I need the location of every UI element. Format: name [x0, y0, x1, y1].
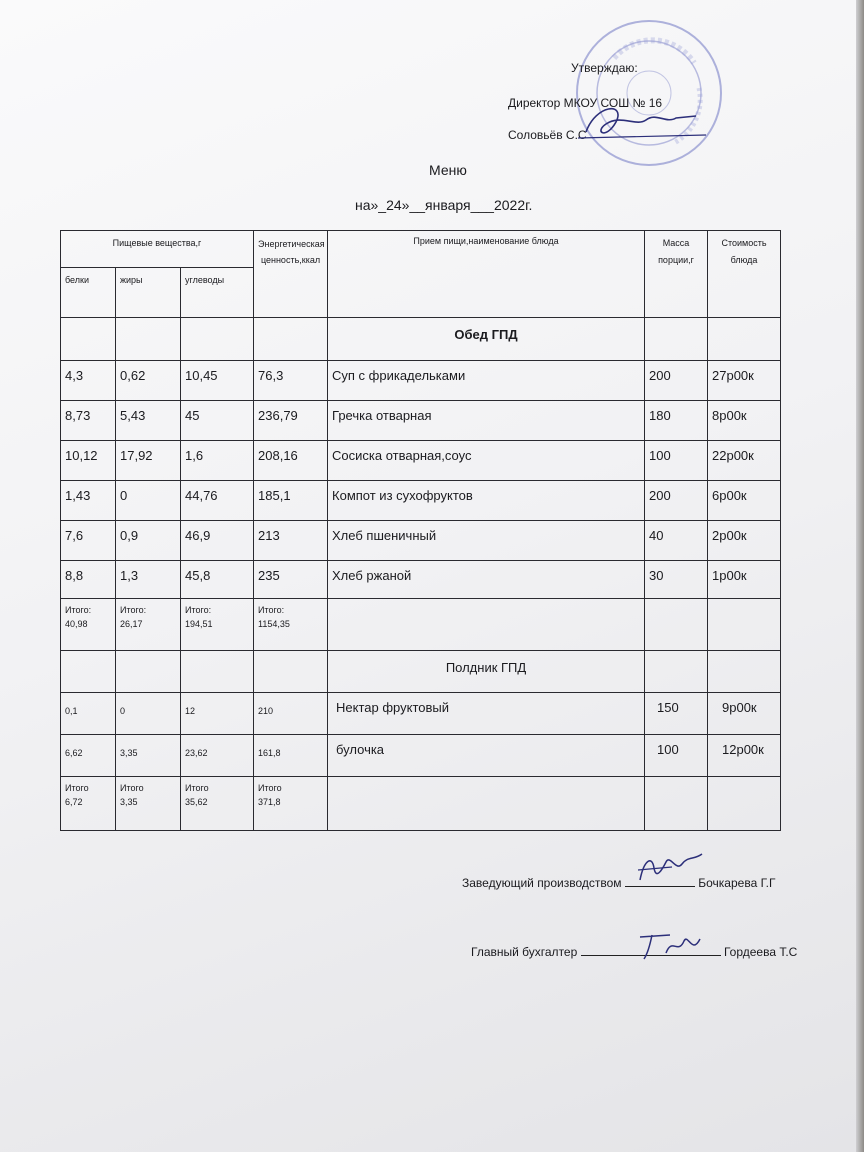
- production-title: Заведующий производством: [462, 876, 622, 890]
- cell-cost: 1р00к: [708, 561, 781, 599]
- cell-proteins: 4,3: [61, 361, 116, 401]
- page-edge: [856, 0, 864, 1152]
- cell-proteins: 1,43: [61, 481, 116, 521]
- cell-mass: 150: [645, 693, 708, 735]
- cell-energy: 210: [254, 693, 328, 735]
- header-nutrients: Пищевые вещества,г: [61, 231, 254, 268]
- approve-label: Утверждаю:: [571, 61, 638, 75]
- cell-dish: Компот из сухофруктов: [328, 481, 645, 521]
- table-row: [61, 361, 781, 401]
- cell-energy: 161,8: [254, 735, 328, 777]
- cell-dish: булочка: [328, 735, 645, 777]
- cell-proteins: 7,6: [61, 521, 116, 561]
- table-row: [61, 561, 781, 599]
- cell-cost: 8р00к: [708, 401, 781, 441]
- cell-cost: 2р00к: [708, 521, 781, 561]
- header-energy: Энергетическая ценность,ккал: [254, 231, 328, 318]
- menu-heading: Меню: [429, 162, 467, 178]
- accountant-name: Гордеева Т.С: [723, 945, 798, 959]
- accountant-signature-icon: [630, 925, 720, 965]
- cell-cost: 22р00к: [708, 441, 781, 481]
- cell-carbs: 23,62: [181, 735, 254, 777]
- cell-energy: 208,16: [254, 441, 328, 481]
- director-name: Соловьёв С.С: [508, 128, 587, 142]
- cell-carbs: 45: [181, 401, 254, 441]
- cell-carbs: 45,8: [181, 561, 254, 599]
- production-signature-line: [462, 876, 775, 890]
- cell-mass: 180: [645, 401, 708, 441]
- header-mass: Масса порции,г: [645, 231, 708, 318]
- header-fats: жиры: [116, 268, 181, 318]
- cell-mass: 100: [645, 441, 708, 481]
- total-fats: 3,35: [120, 797, 138, 808]
- cell-mass: 30: [645, 561, 708, 599]
- production-signature-icon: [632, 850, 712, 890]
- totals-label: Итого:: [120, 605, 147, 615]
- cell-fats: 0,9: [116, 521, 181, 561]
- cell-energy: 185,1: [254, 481, 328, 521]
- table-row: [61, 693, 781, 735]
- total-energy: 371,8: [258, 797, 281, 808]
- cell-dish: Хлеб ржаной: [328, 561, 645, 599]
- director-signature-icon: [576, 102, 716, 142]
- cell-energy: 235: [254, 561, 328, 599]
- totals-label: Итого: [65, 783, 89, 793]
- cell-fats: 5,43: [116, 401, 181, 441]
- cell-carbs: 44,76: [181, 481, 254, 521]
- section-title-snack: Полдник ГПД: [328, 651, 645, 693]
- total-proteins: 6,72: [65, 797, 83, 808]
- header-carbs: углеводы: [181, 268, 254, 318]
- official-stamp-icon: [574, 18, 724, 168]
- table-row: [61, 521, 781, 561]
- cell-mass: 100: [645, 735, 708, 777]
- cell-carbs: 12: [181, 693, 254, 735]
- cell-proteins: 10,12: [61, 441, 116, 481]
- cell-cost: 6р00к: [708, 481, 781, 521]
- cell-proteins: 8,73: [61, 401, 116, 441]
- total-carbs: 35,62: [185, 797, 208, 808]
- section-row-lunch: [61, 318, 781, 361]
- accountant-title: Главный бухгалтер: [471, 945, 578, 959]
- cell-proteins: 6,62: [61, 735, 116, 777]
- table-row: [61, 481, 781, 521]
- production-name: Бочкарева Г.Г: [698, 876, 776, 890]
- totals-label: Итого: [185, 783, 209, 793]
- cell-energy: 76,3: [254, 361, 328, 401]
- cell-cost: 9р00к: [708, 693, 781, 735]
- table-row: [61, 441, 781, 481]
- header-cost: Стоимость блюда: [708, 231, 781, 318]
- cell-dish: Сосиска отварная,соус: [328, 441, 645, 481]
- cell-carbs: 46,9: [181, 521, 254, 561]
- total-energy: 1154,35: [258, 619, 290, 630]
- totals-row: [61, 777, 781, 831]
- table-row: [61, 735, 781, 777]
- cell-fats: 3,35: [116, 735, 181, 777]
- cell-dish: Хлеб пшеничный: [328, 521, 645, 561]
- header-meal: Прием пищи,наименование блюда: [328, 231, 645, 318]
- cell-energy: 213: [254, 521, 328, 561]
- cell-fats: 17,92: [116, 441, 181, 481]
- section-row-snack: [61, 651, 781, 693]
- cell-dish: Гречка отварная: [328, 401, 645, 441]
- totals-row: [61, 599, 781, 651]
- table-row: [61, 401, 781, 441]
- cell-fats: 0: [116, 481, 181, 521]
- cell-cost: 27р00к: [708, 361, 781, 401]
- cell-mass: 200: [645, 361, 708, 401]
- cell-dish: Суп с фрикадельками: [328, 361, 645, 401]
- total-fats: 26,17: [120, 619, 143, 630]
- cell-fats: 0: [116, 693, 181, 735]
- cell-fats: 0,62: [116, 361, 181, 401]
- menu-date: на»_24»__января___2022г.: [355, 197, 533, 213]
- cell-mass: 40: [645, 521, 708, 561]
- cell-cost: 12р00к: [708, 735, 781, 777]
- total-carbs: 194,51: [185, 619, 213, 630]
- menu-table: [60, 230, 781, 831]
- section-title-lunch: Обед ГПД: [328, 318, 645, 361]
- totals-label: Итого: [258, 783, 282, 793]
- totals-label: Итого:: [185, 605, 212, 615]
- total-proteins: 40,98: [65, 619, 88, 630]
- header-proteins: белки: [61, 268, 116, 318]
- cell-carbs: 1,6: [181, 441, 254, 481]
- cell-carbs: 10,45: [181, 361, 254, 401]
- director-position: Директор МКОУ СОШ № 16: [508, 96, 663, 110]
- cell-proteins: 0,1: [61, 693, 116, 735]
- cell-mass: 200: [645, 481, 708, 521]
- totals-label: Итого: [120, 783, 144, 793]
- totals-label: Итого:: [65, 605, 92, 615]
- cell-proteins: 8,8: [61, 561, 116, 599]
- cell-fats: 1,3: [116, 561, 181, 599]
- cell-energy: 236,79: [254, 401, 328, 441]
- cell-dish: Нектар фруктовый: [328, 693, 645, 735]
- totals-label: Итого:: [258, 605, 285, 615]
